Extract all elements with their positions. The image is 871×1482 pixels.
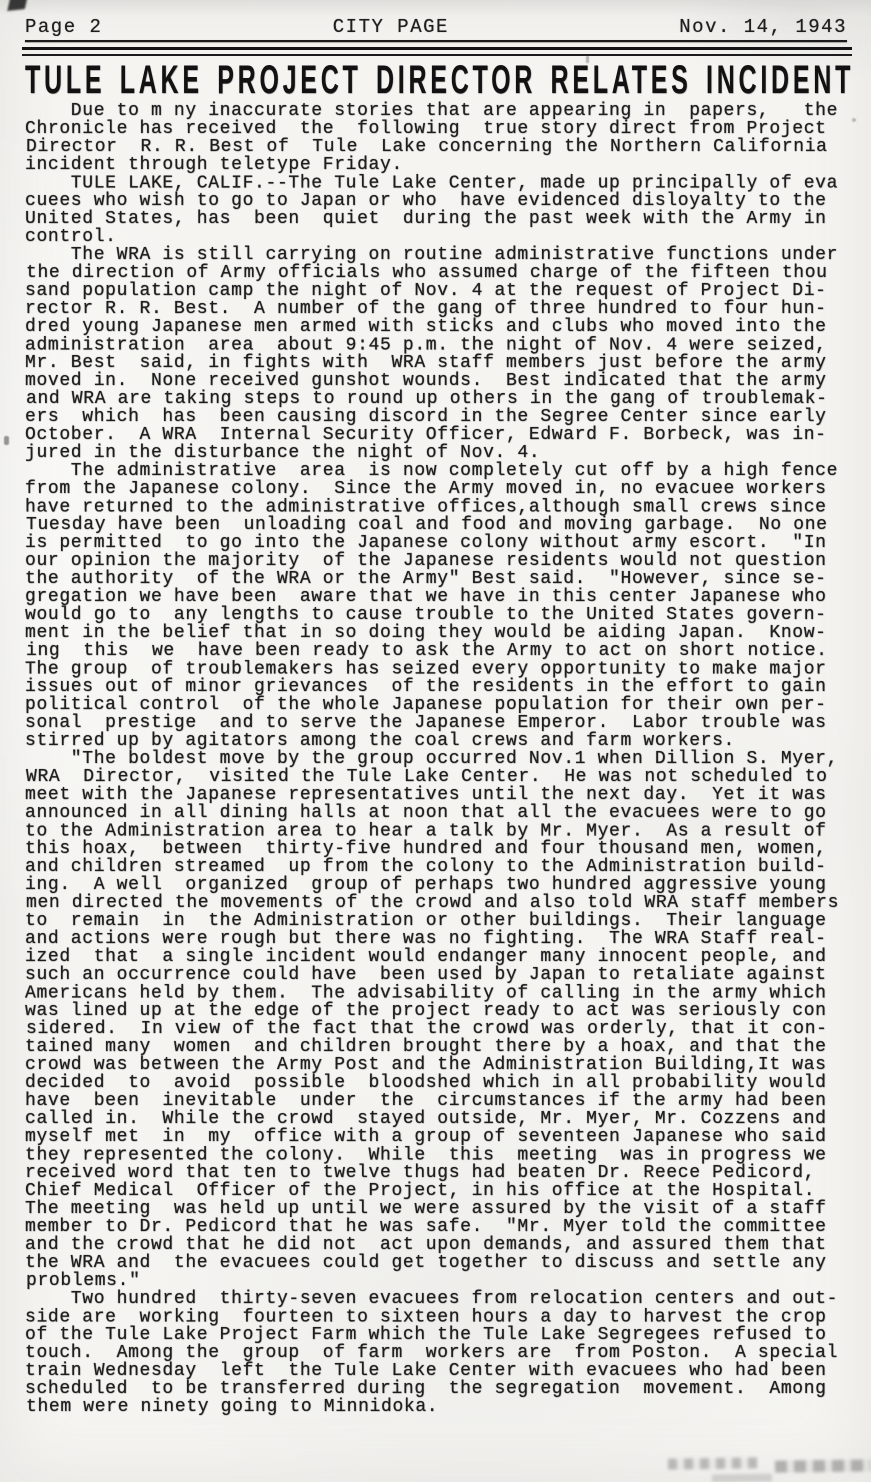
ink-smudge bbox=[775, 1459, 871, 1472]
body-line: "The boldest move by the group occurred Nov.1 when Dillion S. Myer, bbox=[25, 749, 839, 769]
body-line: The meeting was held up until we were assured by the visit of a staff bbox=[25, 1199, 827, 1219]
body-line: the authority of the WRA or the Army" Best said. "However, since se- bbox=[25, 569, 827, 589]
body-line: such an occurrence could have been used by Japan to retaliate against bbox=[25, 965, 827, 985]
body-line: ers which has been causing discord in the Segree Center since early bbox=[25, 407, 827, 427]
scan-artifact-corner bbox=[7, 0, 27, 11]
body-line: was lined up at the edge of the project ready to act was seriously con bbox=[25, 1001, 827, 1021]
body-line: from the Japanese colony. Since the Army moved in, no evacuee workers bbox=[25, 479, 827, 499]
body-line: called in. While the crowd stayed outside, Mr. Myer, Mr. Cozzens and bbox=[25, 1109, 827, 1129]
body-line: have been inevitable under the circumstances if the army had been bbox=[25, 1091, 827, 1111]
body-line: decided to avoid possible bloodshed which in all probability would bbox=[25, 1073, 827, 1093]
body-line: and actions were rough but there was no fighting. The WRA Staff real- bbox=[25, 929, 827, 949]
body-line: touch. Among the group of farm workers are from Poston. A special bbox=[25, 1343, 839, 1363]
header-rule bbox=[25, 40, 847, 42]
body-line: Due to m ny inaccurate stories that are appearing in papers, the bbox=[25, 101, 839, 121]
body-line: scheduled to be transferred during the segregation movement. Among bbox=[25, 1379, 827, 1399]
body-line: ing. A well organized group of perhaps two hundred aggressive young bbox=[25, 875, 827, 895]
body-line: moved in. None received gunshot wounds. Best indicated that the army bbox=[25, 371, 827, 391]
body-line: is permitted to go into the Japanese colony without army escort. "In bbox=[25, 533, 827, 553]
body-line: gregation we have been aware that we have in this center Japanese who bbox=[25, 587, 827, 607]
body-line: myself met in my office with a group of seventeen Japanese who said bbox=[25, 1127, 827, 1147]
article-headline: TULE LAKE PROJECT DIRECTOR RELATES INCIDENT bbox=[25, 58, 855, 102]
body-line: TULE LAKE, CALIF.--The Tule Lake Center, made up principally of eva bbox=[25, 173, 839, 194]
header-page-number: Page 2 bbox=[25, 16, 103, 38]
body-line: to remain in the Administration or other buildings. Their language bbox=[25, 911, 827, 931]
ink-smudge bbox=[668, 1457, 758, 1469]
body-line: they represented the colony. While this meeting was in progress we bbox=[25, 1145, 827, 1166]
body-line: crowd was between the Army Post and the Administration Building,It was bbox=[25, 1055, 827, 1075]
body-line: cuees who wish to go to Japan or who have evidenced disloyalty to the bbox=[25, 191, 827, 211]
body-line: this hoax, between thirty-five hundred and four thousand men, women, bbox=[25, 839, 827, 859]
body-line: problems." bbox=[26, 1271, 141, 1291]
header-double-rule bbox=[22, 47, 852, 56]
body-line: sand population camp the night of Nov. 4 at the request of Project Di- bbox=[25, 281, 827, 301]
body-line: control. bbox=[25, 227, 117, 247]
body-line: announced in all dining halls at noon that all the evacuees were to go bbox=[25, 803, 827, 823]
body-line: The administrative area is now completely cut off by a high fence bbox=[25, 461, 839, 481]
body-line: Tuesday have been unloading coal and food and moving garbage. No one bbox=[26, 515, 828, 535]
body-line: tained many women and children brought there by a hoax, and that the bbox=[25, 1037, 827, 1057]
body-line: would go to any lengths to cause trouble to the United States govern- bbox=[25, 605, 827, 625]
article-body bbox=[25, 102, 853, 1416]
body-line: and children streamed up from the colony to the Administration build- bbox=[25, 857, 827, 877]
body-line: have returned to the administrative offices,although small crews since bbox=[25, 497, 827, 518]
body-line: ment in the belief that in so doing they would be aiding Japan. Know- bbox=[25, 623, 827, 643]
body-line: the WRA and the evacuees could get together to discuss and settle any bbox=[25, 1253, 827, 1273]
scan-artifact-speck bbox=[4, 436, 9, 445]
ink-smudge bbox=[712, 1474, 772, 1482]
body-line: The WRA is still carrying on routine administrative functions under bbox=[25, 245, 839, 265]
body-line: Two hundred thirty-seven evacuees from relocation centers and out- bbox=[25, 1289, 839, 1309]
body-line: Mr. Best said, in fights with WRA staff members just before the army bbox=[25, 353, 827, 373]
body-line: sonal prestige and to serve the Japanese Emperor. Labor trouble was bbox=[25, 713, 827, 733]
body-line: received word that ten to twelve thugs had beaten Dr. Reece Pedicord, bbox=[25, 1163, 816, 1183]
body-line: political control of the whole Japanese population for their own per- bbox=[25, 695, 827, 715]
body-line: United States, has been quiet during the past week with the Army in bbox=[25, 209, 827, 229]
body-line: Americans held by them. The advisability of calling in the army which bbox=[25, 983, 827, 1004]
body-line: of the Tule Lake Project Farm which the Tule Lake Segregees refused to bbox=[25, 1325, 827, 1345]
body-line: stirred up by agitators among the coal crews and farm workers. bbox=[25, 731, 736, 751]
body-line: Chief Medical Officer of the Project, in his office at the Hospital. bbox=[25, 1181, 816, 1201]
body-line: WRA Director, visited the Tule Lake Center. He was not scheduled to bbox=[26, 767, 828, 787]
body-line: Chronicle has received the following true story direct from Project bbox=[25, 119, 827, 139]
body-line: dred young Japanese men armed with sticks and clubs who moved into the bbox=[25, 317, 827, 337]
page-header bbox=[25, 16, 847, 38]
body-line: member to Dr. Pedicord that he was safe. "Mr. Myer told the committee bbox=[25, 1217, 827, 1237]
body-line: Director R. R. Best of Tule Lake concerning the Northern California bbox=[26, 137, 828, 157]
body-line: incident through teletype Friday. bbox=[25, 155, 403, 175]
body-line: men directed the movements of the crowd and also told WRA staff members bbox=[26, 893, 840, 913]
body-line: sidered. In view of the fact that the crowd was orderly, that it con- bbox=[26, 1019, 828, 1039]
body-line: ized that a single incident would endanger many innocent people, and bbox=[25, 947, 827, 967]
body-line: The group of troublemakers has seized every opportunity to make major bbox=[25, 659, 827, 680]
scan-artifact-speck bbox=[852, 118, 856, 122]
header-date: Nov. 14, 1943 bbox=[679, 16, 847, 38]
body-line: and WRA are taking steps to round up others in the gang of troublemak- bbox=[26, 389, 828, 409]
body-line: jured in the disturbance the night of Nov. 4. bbox=[25, 443, 541, 463]
body-line: side are working fourteen to sixteen hours a day to harvest the crop bbox=[25, 1307, 827, 1328]
body-line: them were ninety going to Minnidoka. bbox=[26, 1397, 439, 1417]
body-line: rector R. R. Best. A number of the gang of three hundred to four hun- bbox=[25, 299, 827, 319]
body-line: the direction of Army officials who assumed charge of the fifteen thou bbox=[26, 263, 828, 283]
body-line: administration area about 9:45 p.m. the night of Nov. 4 were seized, bbox=[25, 335, 827, 356]
body-line: and the crowd that he did not act upon demands, and assured them that bbox=[25, 1235, 827, 1255]
body-line: October. A WRA Internal Security Officer, Edward F. Borbeck, was in- bbox=[25, 425, 827, 445]
body-line: to the Administration area to hear a talk by Mr. Myer. As a result of bbox=[25, 821, 827, 842]
body-line: ing this we have been ready to ask the Army to act on short notice. bbox=[26, 641, 828, 661]
body-line: train Wednesday left the Tule Lake Center with evacuees who had been bbox=[25, 1361, 827, 1381]
body-line: issues out of minor grievances of the residents in the effort to gain bbox=[25, 677, 827, 697]
header-section-title: CITY PAGE bbox=[332, 16, 449, 38]
body-line: our opinion the majority of the Japanese residents would not question bbox=[25, 551, 827, 571]
body-line: meet with the Japanese representatives until the next day. Yet it was bbox=[25, 785, 827, 805]
